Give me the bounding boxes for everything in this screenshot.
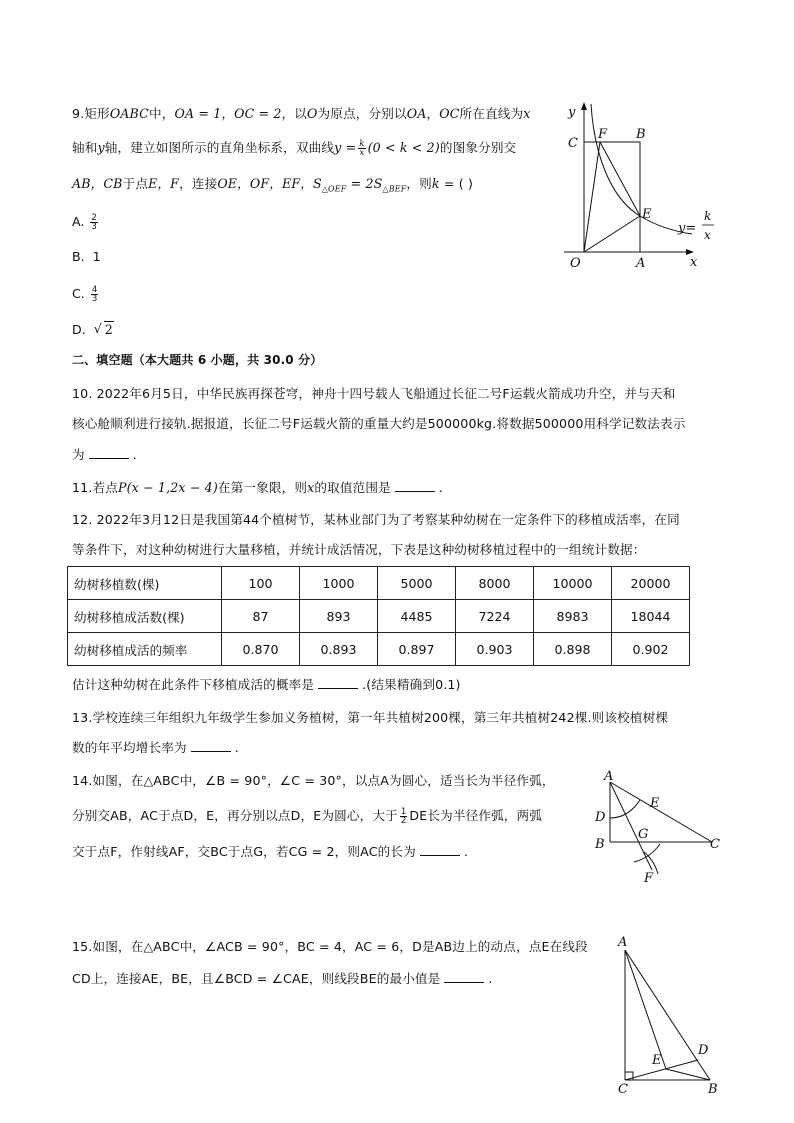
segment-oe (584, 216, 640, 252)
row-header: 幼树移植数(棵) (68, 567, 222, 600)
q9-subscript: △OEF (321, 184, 347, 194)
q9-k: k (431, 176, 440, 191)
q9-oa: OA (406, 106, 427, 121)
q11-text: 11.若点 (72, 480, 118, 495)
q9-line-2 (72, 138, 516, 158)
frac-den: 3 (91, 222, 97, 232)
q14-text: 分别交AB，AC于点D，E，再分别以点D，E为圆心，大于 (72, 808, 398, 823)
q9-line-3 (72, 174, 473, 200)
frac-den: 3 (91, 294, 98, 304)
label-f: F (598, 127, 608, 142)
q15-line-1: 15.如图，在△ABC中，∠ACB = 90°，BC = 4，AC = 6，D是AB边上的动点，点E在线段 (72, 939, 588, 954)
q9-text: 轴和 (72, 140, 98, 155)
table-cell: 10000 (534, 567, 612, 600)
q11-text: 在第一象限，则 (217, 480, 308, 495)
q14-line-1: 14.如图，在△ABC中，∠B = 90°，∠C = 30°，以点A为圆心，适当长为半径作弧， (72, 773, 555, 788)
q9-figure (560, 98, 730, 273)
label-c: C (618, 1082, 628, 1097)
q13-text: 数的年平均增长率为 (72, 740, 187, 755)
q15-answer-blank[interactable] (444, 970, 484, 983)
q12-text: .(结果精确到0.1) (362, 677, 461, 692)
q9-text: 中， (148, 106, 175, 121)
q14-figure (588, 766, 728, 888)
q14-text: 交于点F，作射线AF，交BC于点G，若CG = 2，则AC的长为 (72, 844, 416, 859)
table-cell: 1000 (300, 567, 378, 600)
label-x: x (690, 255, 698, 270)
q13-line-1: 13.学校连续三年组织九年级学生参加义务植树，第一年共植树200棵，第三年共植树242棵.则该校植树棵 (72, 710, 669, 725)
table-cell: 0.870 (222, 633, 300, 666)
q9-k-over-x (358, 140, 365, 157)
q12-estimate-line (72, 675, 461, 695)
option-label: B. (72, 249, 85, 264)
table-cell: 0.898 (534, 633, 612, 666)
option-label: D. (72, 322, 86, 337)
q9-answer-paren: = ( ) (439, 176, 474, 191)
q9-text: ，则 (406, 176, 432, 191)
q9-oa-oc-values: OA = 1，OC = 2 (174, 106, 282, 121)
table-cell: 0.897 (378, 633, 456, 666)
table-cell: 5000 (378, 567, 456, 600)
q11-line (72, 478, 443, 498)
label-a: A (618, 935, 628, 950)
q10-answer-blank[interactable] (89, 446, 129, 459)
option-b-value: 1 (92, 249, 101, 264)
label-c: C (710, 837, 720, 852)
label-d: D (595, 810, 606, 825)
q10-text: . (132, 447, 137, 462)
table-cell: 893 (300, 600, 378, 633)
q14-text: DE长为半径作弧，两弧 (409, 808, 543, 823)
q9-text: = 2S (346, 176, 383, 191)
q9-subscript: △BEF (382, 184, 407, 194)
curve-label-y: y= (678, 221, 697, 236)
option-c-fraction (91, 286, 98, 303)
table-cell: 0.903 (456, 633, 534, 666)
q12-line-1: 12. 2022年3月12日是我国第44个植树节，某林业部门为了考察某种幼树在一定条件下的移植成活率，在同 (72, 512, 680, 527)
table-cell: 100 (222, 567, 300, 600)
curve-label-k: k (704, 209, 712, 223)
q9-text: ，连接 (179, 176, 218, 191)
q14-line-3 (72, 842, 468, 862)
label-e: E (650, 796, 660, 811)
q9-condition: (0 < k < 2) (367, 140, 440, 155)
q9-text: 9.矩形 (72, 106, 110, 121)
q11-x: x (307, 480, 315, 495)
table-cell: 0.893 (300, 633, 378, 666)
q10-line-1: 10. 2022年6月5日，中华民族再探苍穹，神舟十四号载人飞船通过长征二号F运载火箭成功升空，并与天和 (72, 386, 676, 401)
q13-line-2 (72, 738, 239, 758)
curve-label-x: x (704, 228, 711, 242)
segment-of (584, 142, 600, 252)
label-c: C (568, 136, 578, 151)
segment-cd (625, 1060, 698, 1080)
q9-x: x (523, 106, 531, 121)
frac-den: 2 (400, 816, 407, 826)
q13-text: . (234, 740, 239, 755)
label-o: O (570, 256, 581, 271)
option-label: C. (72, 286, 85, 301)
section-2-header: 二、填空题（本大题共 6 小题，共 30.0 分） (72, 353, 323, 367)
side-ac (610, 782, 712, 842)
q9-text: 所在直线为 (459, 106, 524, 121)
q9-option-c (72, 284, 100, 304)
segment-ae (625, 950, 666, 1069)
label-b: B (708, 1082, 718, 1097)
q12-answer-blank[interactable] (318, 676, 358, 689)
q9-line-1 (72, 104, 530, 124)
segment-ef (600, 142, 640, 216)
q12-line-2: 等条件下，对这种幼树进行大量移植，并统计成活情况，下表是这种幼树移植过程中的一组统计数据： (72, 542, 646, 557)
q14-line-2 (72, 806, 542, 826)
frac-num: 4 (91, 285, 98, 295)
q11-point: P(x − 1,2x − 4) (117, 480, 218, 495)
table-cell: 8000 (456, 567, 534, 600)
frac-num: 2 (91, 213, 97, 223)
y-axis-arrow (581, 102, 587, 110)
sqrt-symbol (94, 320, 114, 340)
q9-frac-den: x (359, 148, 365, 158)
table-row (68, 633, 690, 666)
q9-curve-lhs: y = (334, 140, 357, 155)
label-b: B (595, 837, 605, 852)
q9-text: 为原点，分别以 (317, 106, 407, 121)
q12-data-table (67, 566, 690, 666)
frac-num: 1 (400, 807, 407, 817)
table-cell: 20000 (612, 567, 690, 600)
q13-answer-blank[interactable] (191, 739, 231, 752)
q9-text: ，以 (281, 106, 308, 121)
q10-text: 为 (72, 447, 85, 462)
q12-text: 估计这种幼树在此条件下移植成活的概率是 (72, 677, 315, 692)
q14-text: . (463, 844, 469, 859)
table-cell: 7224 (456, 600, 534, 633)
table-cell: 4485 (378, 600, 456, 633)
q15-text: . (488, 971, 493, 986)
label-d: D (698, 1043, 709, 1058)
label-y: y (568, 105, 576, 120)
q9-option-b (72, 247, 101, 267)
row-header: 幼树移植成活数(棵) (68, 600, 222, 633)
label-g: G (638, 827, 649, 842)
label-f: F (644, 871, 654, 886)
q9-text: 于点 (122, 176, 149, 191)
option-d-value: 2 (104, 322, 113, 337)
table-cell: 18044 (612, 600, 690, 633)
q15-figure (608, 930, 728, 1100)
table-row (68, 567, 690, 600)
q11-text: 的取值范围是 (314, 480, 391, 495)
q9-frac-num: k (359, 139, 365, 149)
table-row (68, 600, 690, 633)
table-cell: 8983 (534, 600, 612, 633)
q9-origin: O (307, 106, 318, 121)
q14-half-fraction (400, 808, 408, 825)
option-a-fraction (90, 214, 97, 231)
option-label: A. (72, 214, 85, 229)
table-cell: 87 (222, 600, 300, 633)
q14-answer-blank[interactable] (420, 843, 460, 856)
arc-de (610, 800, 640, 818)
q9-text: AB，CB (72, 176, 123, 191)
q11-answer-blank[interactable] (395, 479, 435, 492)
q9-text: 轴，建立如图所示的直角坐标系，双曲线 (104, 140, 335, 155)
table-cell: 0.902 (612, 633, 690, 666)
q9-option-a (72, 212, 100, 232)
label-a: A (636, 256, 646, 271)
q9-text: 的图象分别交 (439, 140, 517, 155)
label-b: B (636, 127, 646, 142)
q9-rect-name: OABC (109, 106, 149, 121)
q10-line-2: 核心舱顺利进行接轨.据报道，长征二号F运载火箭的重量大约是500000kg.将数据500000用科学记数法表示 (72, 416, 686, 431)
q10-line-3 (72, 445, 137, 465)
label-e: E (642, 207, 652, 222)
q9-y: y (97, 140, 105, 155)
q11-text: . (438, 480, 443, 495)
q9-text: ， (426, 106, 440, 121)
q9-text: E，F (148, 176, 180, 191)
q9-oc: OC (439, 106, 460, 121)
label-e: E (652, 1053, 662, 1068)
q9-option-d (72, 320, 114, 340)
label-a: A (604, 769, 614, 784)
row-header: 幼树移植成活的频率 (68, 633, 222, 666)
q15-text: CD上，连接AE，BE，且∠BCD = ∠CAE，则线段BE的最小值是 (72, 971, 441, 986)
q9-text: OE，OF，EF，S (217, 176, 322, 191)
q15-line-2 (72, 969, 493, 989)
